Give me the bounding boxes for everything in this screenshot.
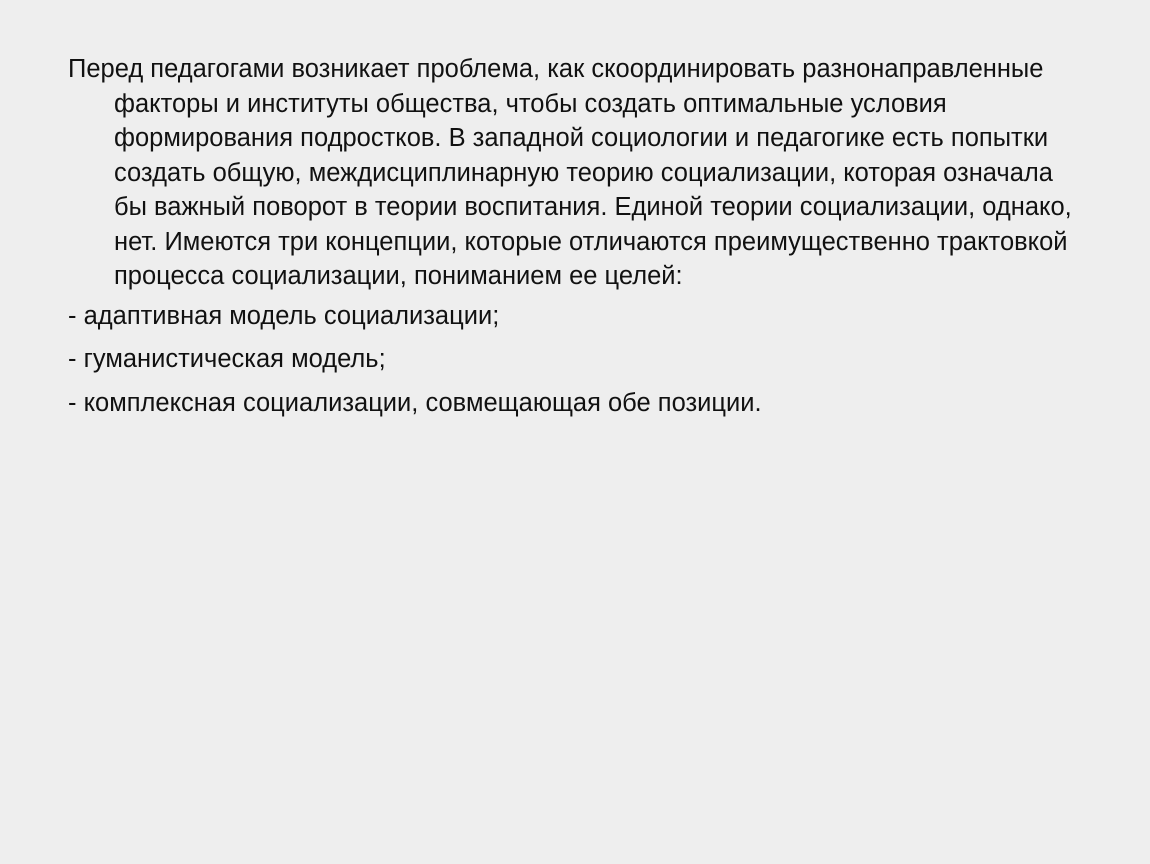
intro-paragraph: Перед педагогами возникает проблема, как скоординировать разнонаправленные факторы и институты общества, чтобы создать оптимальные условия формирования подростков. В западной социологии и педагогике есть попытки создать общую, междисциплинарную теорию социализации, которая означала бы важный поворот в теории воспитания. Единой теории социализации, однако, нет. Имеются три концепции, которые отличаются преимущественно трактовкой процесса социализации, пониманием ее целей: <box>68 55 1072 290</box>
list-item-adaptive-model: - адаптивная модель социализации; <box>68 301 500 330</box>
list-item-humanistic-model: - гуманистическая модель; <box>68 345 386 373</box>
list-item-complex-socialization: - комплексная социализации, совмещающая обе позиции. <box>68 388 762 417</box>
slide-body <box>68 52 1078 420</box>
